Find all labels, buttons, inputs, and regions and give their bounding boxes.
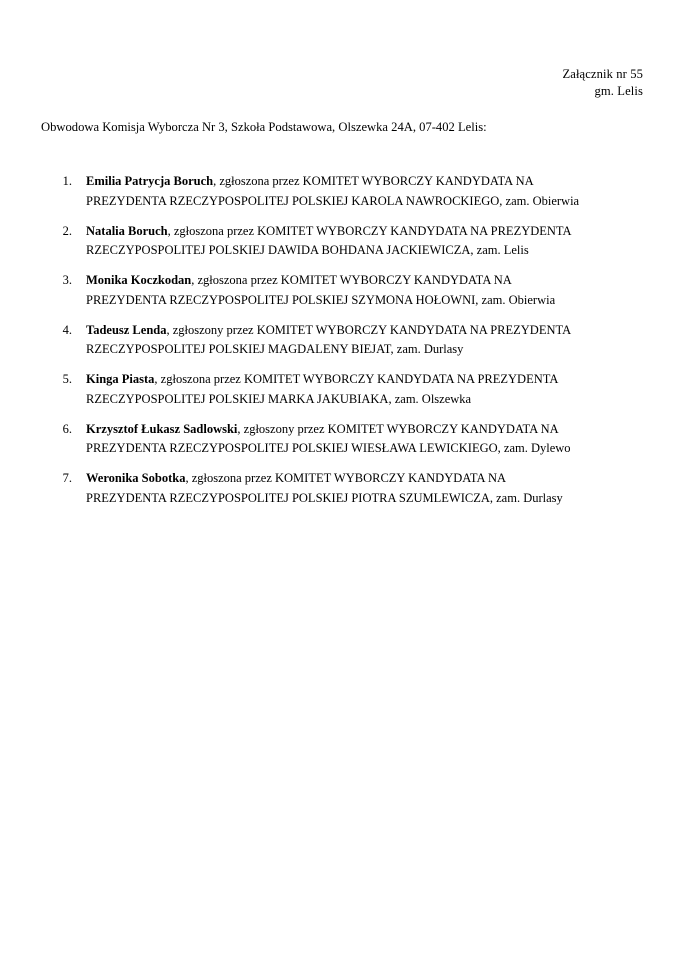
nomination-phrase: , zgłoszony przez [237,421,328,436]
candidate-name: Tadeusz Lenda [86,322,167,337]
candidate-number: 3. [62,273,72,287]
candidate-residence: , zam. Obierwia [475,292,556,307]
committee-name-line-2: PREZYDENTA RZECZYPOSPOLITEJ POLSKIEJ WIESŁAWA LEWICKIEGO [86,441,498,455]
committee-name-line-1: KOMITET WYBORCZY KANDYDATA NA [327,421,559,436]
candidate-name: Emilia Patrycja Boruch [86,174,214,188]
candidate-list-item [41,222,645,261]
candidate-number: 6. [62,421,72,436]
candidate-residence: , zam. Olszewka [388,391,472,406]
candidate-entry-text [86,321,645,360]
candidate-number: 5. [62,372,72,386]
nomination-phrase: , zgłoszona przez [185,471,275,485]
candidate-name: Weronika Sobotka [86,471,186,485]
candidate-entry-text [86,222,645,261]
nomination-phrase: , zgłoszona przez [154,372,244,386]
committee-name-line-2: RZECZYPOSPOLITEJ POLSKIEJ MAGDALENY BIEJAT [86,342,391,356]
candidate-residence: , zam. Dylewo [497,441,571,455]
candidate-name: Krzysztof Łukasz Sadlowski [86,421,238,436]
candidate-number: 2. [62,223,72,238]
nomination-phrase: , zgłoszony przez [166,322,257,337]
candidate-number: 4. [62,322,72,337]
candidate-entry-text [86,172,645,211]
candidate-residence: , zam. Durlasy [489,490,563,505]
municipality-label: gm. Lelis [594,84,643,98]
nomination-phrase: , zgłoszona przez [213,174,303,188]
committee-name-line-2: PREZYDENTA RZECZYPOSPOLITEJ POLSKIEJ PIOTRA SZUMLEWICZA [86,490,490,505]
committee-heading: Obwodowa Komisja Wyborcza Nr 3, Szkoła Podstawowa, Olszewka 24A, 07-402 Lelis: [41,120,487,134]
committee-name-line-1: KOMITET WYBORCZY KANDYDATA NA PREZYDENTA [243,372,559,386]
candidate-list-item [41,172,645,211]
committee-name-line-1: KOMITET WYBORCZY KANDYDATA NA [302,174,534,188]
attachment-number-label: Załącznik nr 55 [562,67,643,81]
candidate-residence: , zam. Durlasy [390,342,464,356]
candidate-list-item [41,469,645,508]
candidate-number: 1. [62,174,72,188]
committee-name-line-2: PREZYDENTA RZECZYPOSPOLITEJ POLSKIEJ KAROLA NAWROCKIEGO [86,193,500,208]
candidate-name: Kinga Piasta [86,372,155,386]
committee-name-line-1: KOMITET WYBORCZY KANDYDATA NA PREZYDENTA [256,322,572,337]
candidate-entry-text [86,271,645,310]
nomination-phrase: , zgłoszona przez [167,223,258,238]
nomination-phrase: , zgłoszona przez [191,273,281,287]
candidate-entry-text [86,370,645,409]
committee-name-line-1: KOMITET WYBORCZY KANDYDATA NA [280,273,512,287]
candidate-name: Monika Koczkodan [86,273,192,287]
candidate-residence: , zam. Obierwia [499,193,580,208]
committee-name-line-1: KOMITET WYBORCZY KANDYDATA NA PREZYDENTA [257,223,572,238]
document-header [562,66,643,100]
committee-name-line-1: KOMITET WYBORCZY KANDYDATA NA [275,471,507,485]
candidate-name: Natalia Boruch [86,223,168,238]
committee-name-line-2: RZECZYPOSPOLITEJ POLSKIEJ DAWIDA BOHDANA JACKIEWICZA [86,243,471,257]
candidate-list-item [41,321,645,360]
candidate-entry-text [86,420,645,459]
candidate-list-item [41,271,645,310]
candidate-number: 7. [62,471,72,485]
candidate-list-item [41,370,645,409]
candidate-entry-text [86,469,645,508]
committee-name-line-2: PREZYDENTA RZECZYPOSPOLITEJ POLSKIEJ SZYMONA HOŁOWNI [86,292,476,307]
candidate-list-item [41,420,645,459]
candidate-list [41,172,645,508]
candidate-residence: , zam. Lelis [470,243,529,257]
committee-name-line-2: RZECZYPOSPOLITEJ POLSKIEJ MARKA JAKUBIAKA [86,391,389,406]
